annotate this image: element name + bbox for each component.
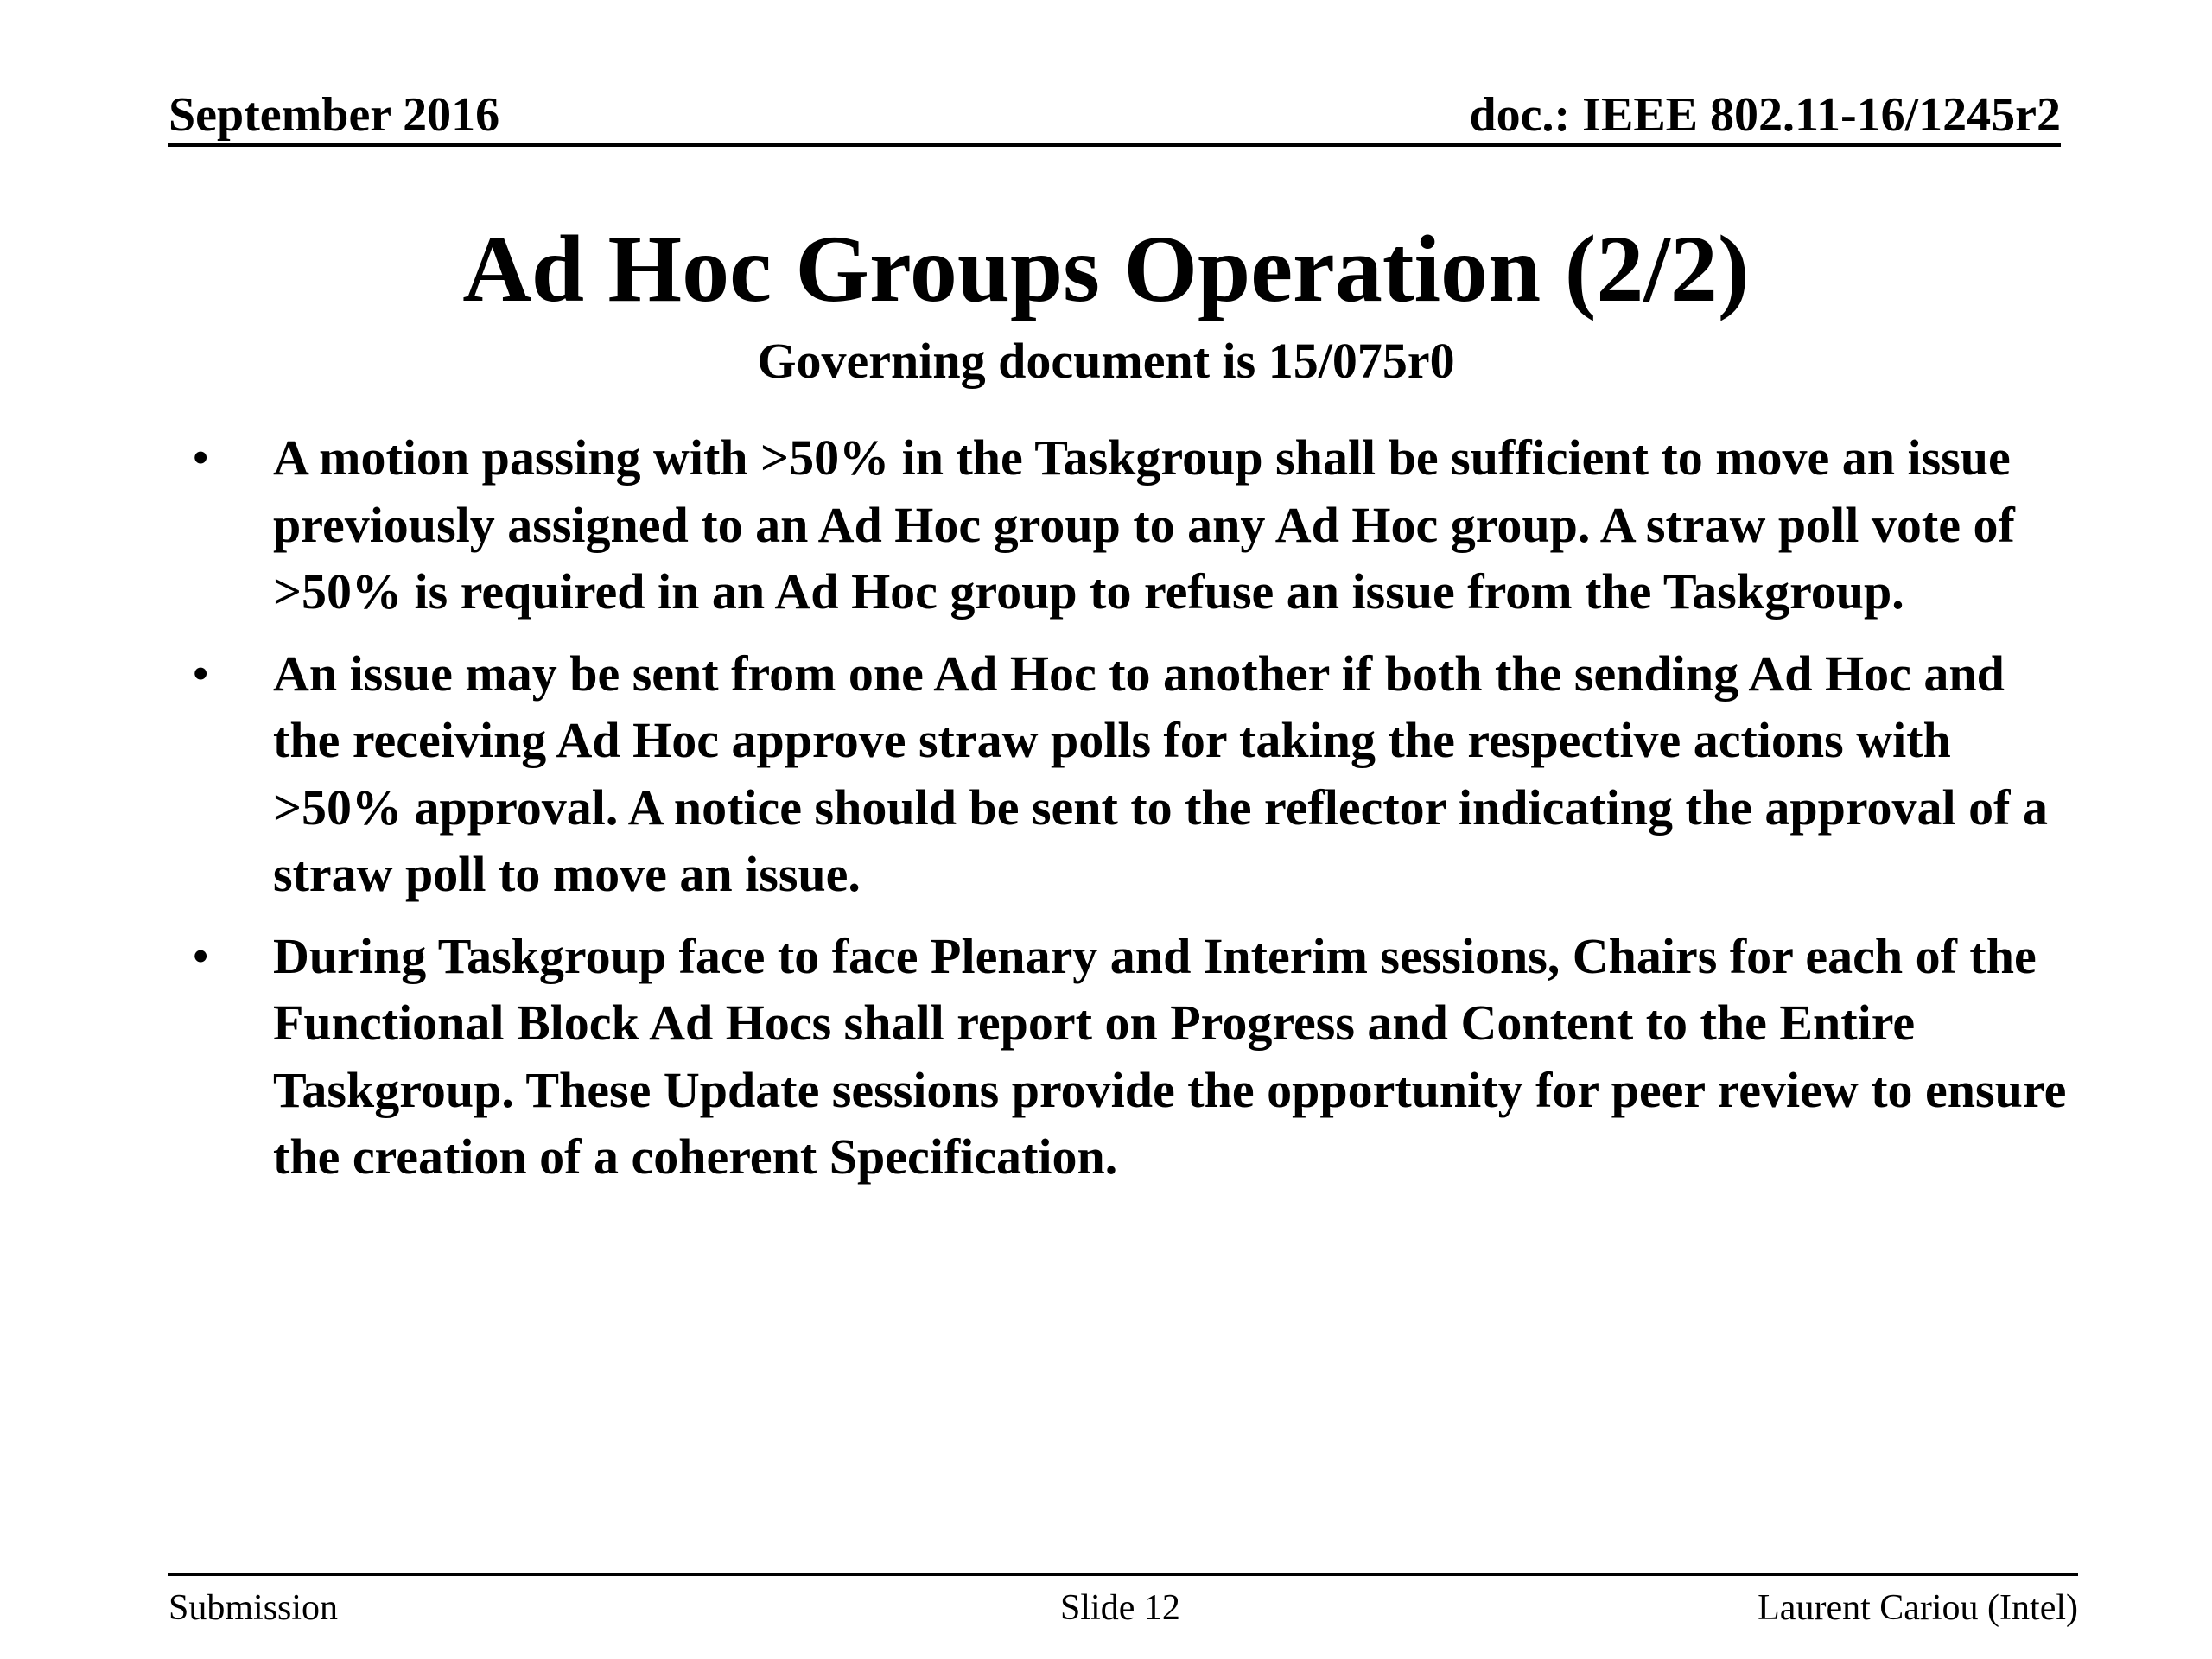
slide-title: Ad Hoc Groups Operation (2/2)	[462, 216, 1750, 321]
bullet-text: A motion passing with >50% in the Taskgroup shall be sufficient to move an issue previously assigned to an Ad Hoc group to any Ad Hoc group. A straw poll vote of >50% is required in an Ad Hoc group to refuse an issue from the Taskgroup.	[273, 429, 2015, 620]
footer-author: Laurent Cariou (Intel)	[1758, 1588, 2078, 1628]
bullet-text: During Taskgroup face to face Plenary and Interim sessions, Chairs for each of the Functional Block Ad Hocs shall report on Progress and Content to the Entire Taskgroup. These Update sessions provide the opportunity for peer review to ensure the creation of a coherent Specification.	[273, 927, 2067, 1185]
bullet-item	[0, 424, 2070, 626]
bullet-item	[0, 640, 2070, 908]
slide-header	[168, 86, 2061, 147]
bullet-icon: •	[192, 927, 210, 984]
header-date: September 2016	[168, 88, 500, 142]
footer-submission: Submission	[168, 1588, 339, 1628]
slide-footer	[168, 1573, 2078, 1642]
slide-subtitle: Governing document is 15/075r0	[757, 333, 1455, 389]
bullet-text: An issue may be sent from one Ad Hoc to another if both the sending Ad Hoc and the receiving Ad Hoc approve straw polls for taking the respective actions with >50% approval. A notice should be sent to the reflector indicating the approval of a straw poll to move an issue.	[273, 645, 2048, 902]
header-doc-id: doc.: IEEE 802.11-16/1245r2	[1469, 88, 2061, 142]
bullet-icon: •	[192, 645, 210, 702]
footer-slide-number: Slide 12	[1060, 1588, 1180, 1628]
bullet-item	[0, 923, 2070, 1191]
bullet-list	[0, 424, 2212, 1205]
bullet-icon: •	[192, 429, 210, 486]
